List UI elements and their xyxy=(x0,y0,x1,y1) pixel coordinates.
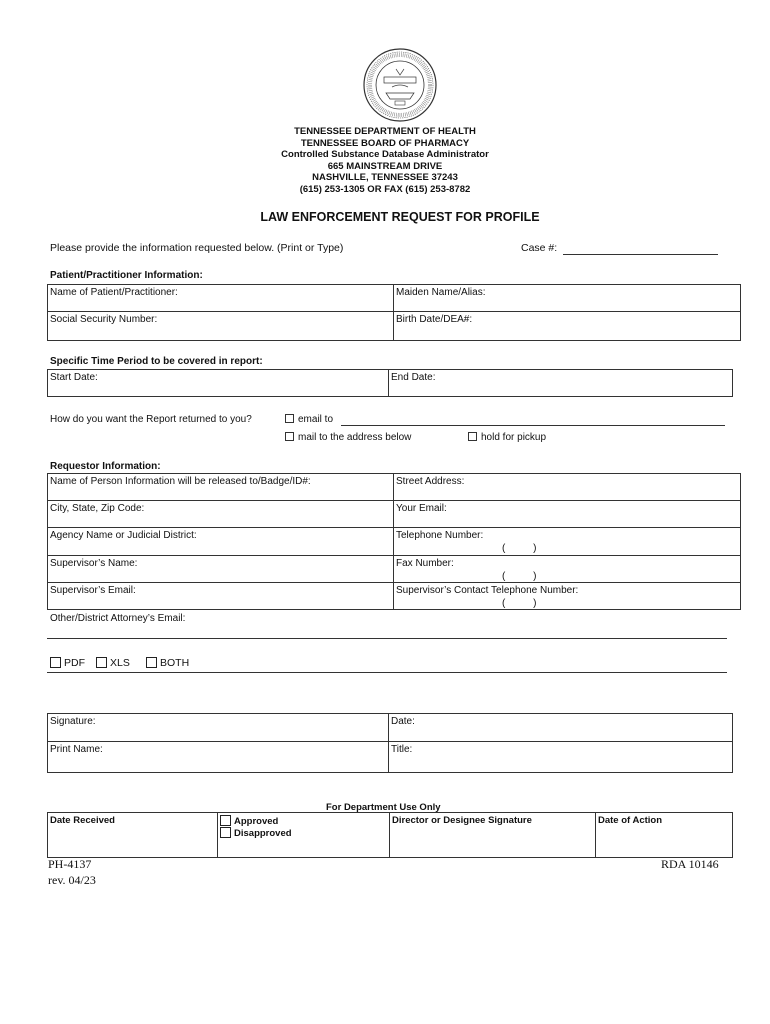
form-number: PH-4137 xyxy=(48,857,92,871)
return-email-option[interactable]: email to xyxy=(285,414,333,425)
requestor-section-title: Requestor Information: xyxy=(50,461,161,472)
department-use-caption: For Department Use Only xyxy=(326,802,441,813)
disapproved-checkbox[interactable] xyxy=(220,827,231,838)
intro-text: Please provide the information requested below. (Print or Type) xyxy=(50,242,344,254)
both-checkbox[interactable] xyxy=(146,657,157,668)
other-email-line[interactable] xyxy=(47,638,727,639)
patient-name-field[interactable]: Name of Patient/Practitioner: xyxy=(50,287,178,298)
format-line xyxy=(47,672,727,673)
header-line: (615) 253-1305 OR FAX (615) 253-8782 xyxy=(299,183,471,195)
divider xyxy=(47,500,741,501)
tennessee-state-seal xyxy=(362,47,438,123)
agency-header xyxy=(0,126,770,195)
divider xyxy=(393,473,394,610)
ssn-field[interactable]: Social Security Number: xyxy=(50,314,158,325)
maiden-name-field[interactable]: Maiden Name/Alias: xyxy=(396,287,486,298)
header-line: TENNESSEE BOARD OF PHARMACY xyxy=(300,137,470,149)
mail-checkbox[interactable] xyxy=(285,432,294,441)
return-mail-option[interactable]: mail to the address below xyxy=(285,432,411,443)
supervisor-phone-field[interactable]: Supervisor’s Contact Telephone Number: xyxy=(396,585,579,596)
end-date-field[interactable]: End Date: xyxy=(391,372,436,383)
birth-date-dea-field[interactable]: Birth Date/DEA#: xyxy=(396,314,473,325)
form-title: LAW ENFORCEMENT REQUEST FOR PROFILE xyxy=(260,210,540,224)
header-line: Controlled Substance Database Administrator xyxy=(281,149,489,160)
approved-option[interactable]: Approved xyxy=(220,815,278,827)
format-pdf-option[interactable]: PDF xyxy=(50,657,85,669)
telephone-area-code: ( ) xyxy=(502,543,537,554)
divider xyxy=(393,284,394,341)
divider xyxy=(388,369,389,397)
signature-table xyxy=(47,713,733,773)
supervisor-phone-area-code: ( ) xyxy=(502,598,537,609)
fax-area-code: ( ) xyxy=(502,571,537,582)
time-period-section-title: Specific Time Period to be covered in report: xyxy=(50,356,263,367)
director-signature-field[interactable]: Director or Designee Signature xyxy=(392,815,532,826)
supervisor-email-field[interactable]: Supervisor’s Email: xyxy=(50,585,136,596)
return-email-line[interactable] xyxy=(341,425,725,426)
date-of-action-field[interactable]: Date of Action xyxy=(598,815,663,826)
start-date-field[interactable]: Start Date: xyxy=(50,372,98,383)
signature-date-field[interactable]: Date: xyxy=(391,716,415,727)
patient-section-title: Patient/Practitioner Information: xyxy=(50,270,203,281)
time-period-table xyxy=(47,369,733,397)
date-received-field[interactable]: Date Received xyxy=(50,815,115,826)
format-both-option[interactable]: BOTH xyxy=(146,657,189,669)
requestor-table xyxy=(47,473,741,610)
form-revision: rev. 04/23 xyxy=(48,873,96,887)
release-name-field[interactable]: Name of Person Information will be released to/Badge/ID#: xyxy=(50,476,311,487)
your-email-field[interactable]: Your Email: xyxy=(396,503,447,514)
divider xyxy=(217,812,218,858)
header-line: 665 MAINSTREAM DRIVE xyxy=(327,160,443,172)
pdf-checkbox[interactable] xyxy=(50,657,61,668)
divider xyxy=(47,741,733,742)
telephone-field[interactable]: Telephone Number: xyxy=(396,530,484,541)
divider xyxy=(388,713,389,773)
supervisor-name-field[interactable]: Supervisor’s Name: xyxy=(50,558,138,569)
agency-name-field[interactable]: Agency Name or Judicial District: xyxy=(50,530,197,541)
approved-checkbox[interactable] xyxy=(220,815,231,826)
divider xyxy=(47,527,741,528)
title-field[interactable]: Title: xyxy=(391,744,413,755)
street-address-field[interactable]: Street Address: xyxy=(396,476,465,487)
case-number-field[interactable] xyxy=(563,254,718,255)
other-email-label: Other/District Attorney’s Email: xyxy=(50,613,186,624)
return-question: How do you want the Report returned to you? xyxy=(50,414,252,425)
header-line: NASHVILLE, TENNESSEE 37243 xyxy=(312,172,458,183)
return-pickup-option[interactable]: hold for pickup xyxy=(468,432,546,443)
email-checkbox[interactable] xyxy=(285,414,294,423)
print-name-field[interactable]: Print Name: xyxy=(50,744,103,755)
case-label: Case #: xyxy=(521,242,558,254)
format-xls-option[interactable]: XLS xyxy=(96,657,130,669)
city-state-zip-field[interactable]: City, State, Zip Code: xyxy=(50,503,145,514)
pickup-checkbox[interactable] xyxy=(468,432,477,441)
divider xyxy=(47,311,741,312)
divider xyxy=(47,582,741,583)
divider xyxy=(595,812,596,858)
disapproved-option[interactable]: Disapproved xyxy=(220,827,292,839)
divider xyxy=(389,812,390,858)
header-line: TENNESSEE DEPARTMENT OF HEALTH xyxy=(294,126,476,137)
fax-number-field[interactable]: Fax Number: xyxy=(396,558,454,569)
rda-number: RDA 10146 xyxy=(661,857,719,871)
divider xyxy=(47,555,741,556)
signature-field[interactable]: Signature: xyxy=(50,716,96,727)
xls-checkbox[interactable] xyxy=(96,657,107,668)
